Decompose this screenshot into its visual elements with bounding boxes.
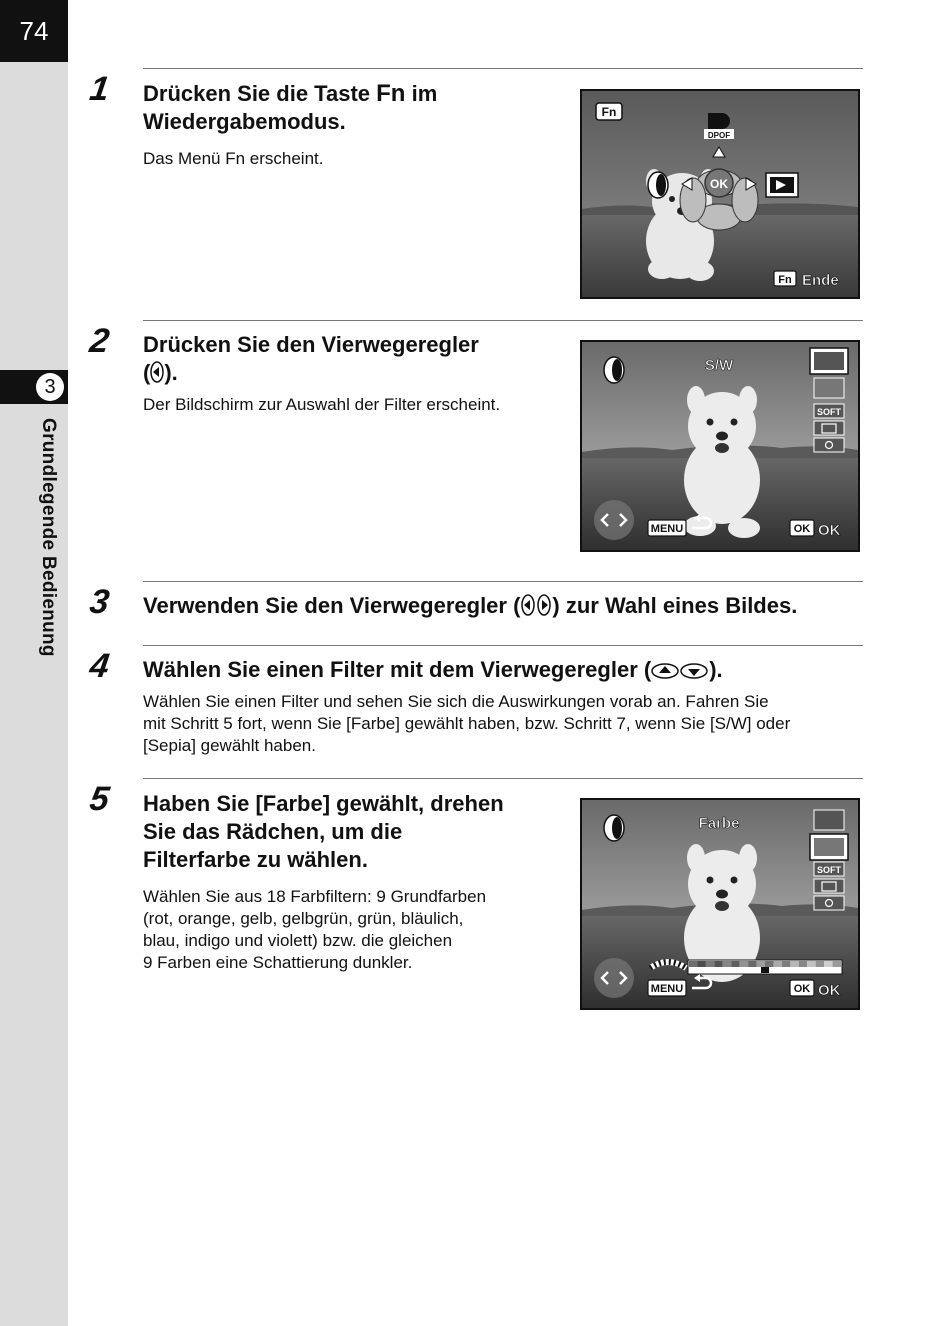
fn-key-label: Fn bbox=[376, 80, 406, 107]
divider bbox=[143, 645, 863, 646]
title-text: Drücken Sie den Vierwegeregler bbox=[143, 332, 479, 357]
step-title bbox=[143, 790, 504, 874]
color-segment bbox=[697, 961, 705, 967]
body-line: (rot, orange, gelb, gelbgrün, grün, bläulich, bbox=[143, 909, 464, 928]
title-text: ) zur Wahl eines Bildes. bbox=[552, 593, 798, 618]
color-segment bbox=[773, 961, 781, 967]
body-line: Wählen Sie einen Filter und sehen Sie sich die Auswirkungen vorab an. Fahren Sie bbox=[143, 692, 769, 711]
title-text: ). bbox=[164, 360, 178, 385]
step-title bbox=[143, 80, 437, 136]
title-text: im bbox=[405, 81, 438, 106]
fn-exit-key: Fn bbox=[778, 274, 792, 286]
step-body bbox=[143, 886, 486, 974]
body-line: blau, indigo und violett) bzw. die gleichen bbox=[143, 931, 453, 950]
step-body: Der Bildschirm zur Auswahl der Filter erscheint. bbox=[143, 395, 501, 414]
color-segment bbox=[757, 961, 765, 967]
color-segment bbox=[706, 961, 714, 967]
ok-key: OK bbox=[793, 523, 811, 535]
color-segment bbox=[782, 961, 790, 967]
soft-filter-label: SOFT bbox=[817, 407, 841, 417]
title-text: Sie das Rädchen, um die bbox=[143, 819, 403, 844]
step-number: 1 bbox=[87, 70, 112, 108]
sidebar bbox=[0, 0, 68, 1326]
color-segment bbox=[740, 961, 748, 967]
step-number: 3 bbox=[87, 583, 112, 621]
title-text: ). bbox=[709, 657, 723, 682]
left-arrow-key-icon bbox=[150, 361, 164, 383]
filter-name: S/W bbox=[704, 357, 734, 374]
title-text: Verwenden Sie den Vierwegeregler ( bbox=[143, 593, 521, 618]
color-level-bar bbox=[688, 960, 842, 974]
camera-screen-fn-menu bbox=[580, 89, 860, 299]
color-segment bbox=[689, 961, 697, 967]
filter-icon bbox=[604, 815, 624, 841]
divider bbox=[143, 320, 863, 321]
color-segment bbox=[765, 961, 773, 967]
left-right-controller-icon bbox=[594, 500, 634, 540]
color-level-indicator bbox=[761, 967, 769, 973]
body-line: 9 Farben eine Schattierung dunkler. bbox=[143, 953, 413, 972]
color-segment bbox=[833, 961, 841, 967]
body-line: [Sepia] gewählt haben. bbox=[143, 736, 316, 755]
color-segment bbox=[824, 961, 832, 967]
color-segment bbox=[748, 961, 756, 967]
body-line: mit Schritt 5 fort, wenn Sie [Farbe] gewählt haben, bzw. Schritt 7, wenn Sie [S/W] oder bbox=[143, 714, 791, 733]
title-text: Wählen Sie einen Filter mit dem Vierwegeregler ( bbox=[143, 657, 652, 682]
body-line: Wählen Sie aus 18 Farbfiltern: 9 Grundfarben bbox=[143, 887, 487, 906]
color-segment bbox=[799, 961, 807, 967]
step-body bbox=[143, 691, 790, 757]
chapter-title: Grundlegende Bedienung bbox=[38, 418, 59, 657]
ok-label: OK bbox=[818, 982, 841, 999]
step-number: 2 bbox=[87, 322, 112, 360]
divider bbox=[143, 68, 863, 69]
title-text: Filterfarbe zu wählen. bbox=[143, 847, 368, 872]
color-segment bbox=[816, 961, 824, 967]
title-text: Haben Sie [Farbe] gewählt, drehen bbox=[143, 791, 504, 816]
step-title bbox=[143, 656, 723, 684]
filter-icon bbox=[648, 172, 668, 198]
camera-screen-filter-farbe bbox=[580, 798, 860, 1010]
svg-text:DPOF: DPOF bbox=[707, 131, 731, 140]
title-text: ( bbox=[143, 360, 151, 385]
chapter-number: 3 bbox=[36, 373, 64, 401]
ok-key: OK bbox=[793, 983, 811, 995]
step-number: 4 bbox=[87, 647, 112, 685]
color-segment bbox=[723, 961, 731, 967]
filter-name: Farbe bbox=[698, 815, 740, 832]
camera-screen-filter-sw bbox=[580, 340, 860, 552]
up-down-keys-icon bbox=[651, 662, 709, 680]
menu-key: MENU bbox=[650, 523, 684, 535]
page-number: 74 bbox=[0, 0, 68, 62]
ok-label: OK bbox=[818, 522, 841, 539]
step-title bbox=[143, 331, 479, 387]
fn-icon: Fn bbox=[601, 105, 617, 119]
step-title bbox=[143, 592, 797, 620]
step-body: Das Menü Fn erscheint. bbox=[143, 149, 324, 168]
title-text: Wiedergabemodus. bbox=[143, 109, 346, 134]
color-segment bbox=[807, 961, 815, 967]
color-segment bbox=[731, 961, 739, 967]
left-right-controller-icon bbox=[594, 958, 634, 998]
divider bbox=[143, 778, 863, 779]
slideshow-icon bbox=[766, 173, 798, 197]
exit-label: Ende bbox=[802, 272, 839, 289]
title-text: Drücken Sie die Taste bbox=[143, 81, 377, 106]
menu-key: MENU bbox=[650, 983, 684, 995]
color-segment bbox=[714, 961, 722, 967]
filter-icon bbox=[604, 357, 624, 383]
ok-button-icon: OK bbox=[710, 177, 728, 191]
left-right-keys-icon bbox=[520, 594, 552, 616]
step-number: 5 bbox=[87, 780, 112, 818]
color-segment bbox=[790, 961, 798, 967]
divider bbox=[143, 581, 863, 582]
soft-filter-label: SOFT bbox=[817, 865, 841, 875]
